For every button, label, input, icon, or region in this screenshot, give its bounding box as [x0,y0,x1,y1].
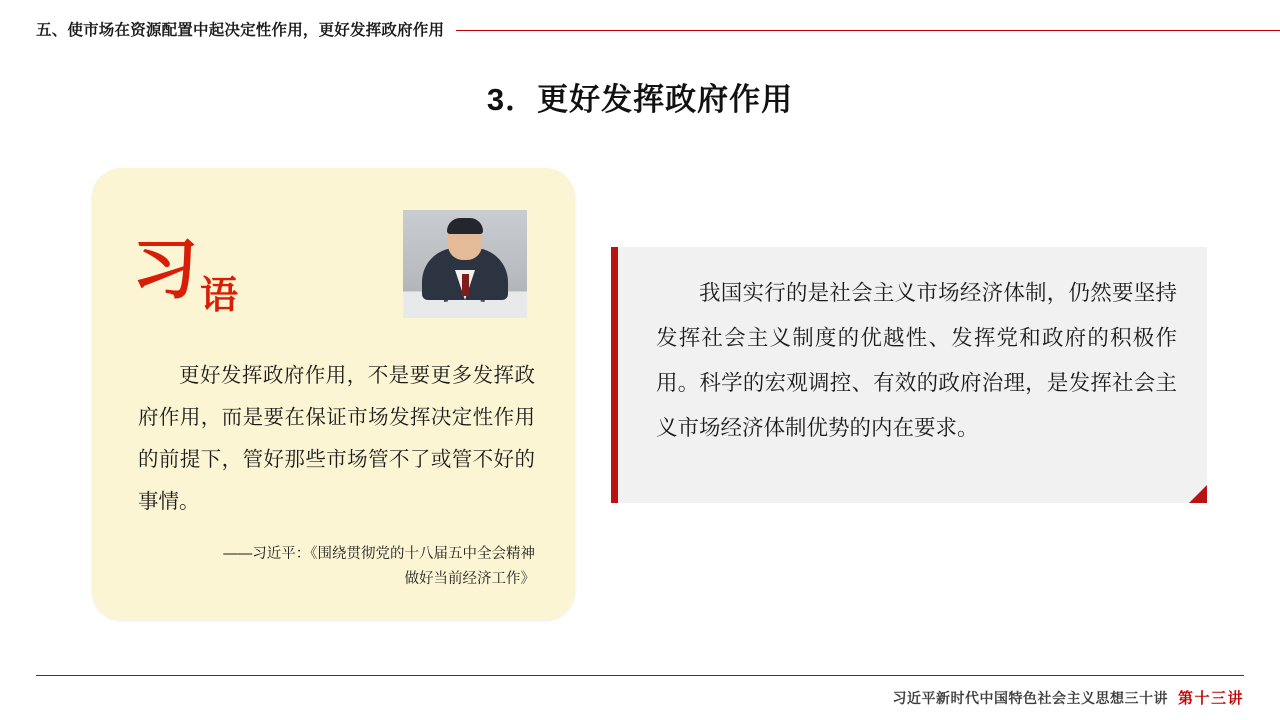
xi-yu-logo [132,230,272,326]
attribution-line-1: ——习近平：《围绕贯彻党的十八届五中全会精神 [223,546,535,562]
xi-logo-character: 习 [132,230,198,308]
policy-quote-text: 我国实行的是社会主义市场经济体制，仍然要坚持发挥社会主义制度的优越性、发挥党和政府的积极作用。科学的宏观调控、有效的政府治理，是发挥社会主义市场经济体制优势的内在要求。 [656,281,1177,441]
speaker-photo [403,210,527,318]
attribution-line-2: 做好当前经济工作》 [404,571,535,587]
footer-lecture-number: 第十三讲 [1177,690,1244,707]
xi-quote-card [92,168,575,620]
photo-person-tie [462,274,469,296]
header-divider [456,30,1280,31]
xi-quote-text: 更好发挥政府作用，不是要更多发挥政府作用，而是要在保证市场发挥决定性作用的前提下，管好那些市场管不了或管不好的事情。 [138,363,535,513]
footer-divider [36,675,1244,676]
slide-footer [892,687,1244,708]
policy-quote-block [611,247,1207,503]
photo-person-hair [447,218,483,234]
footer-course-title: 习近平新时代中国特色社会主义思想三十讲 [892,690,1168,706]
corner-accent-triangle [1189,485,1207,503]
yu-logo-character: 语 [200,272,239,317]
slide-header [0,14,1280,44]
page-title: 3．更好发挥政府作用 [486,82,794,117]
section-title: 五、使市场在资源配置中起决定性作用，更好发挥政府作用 [36,22,445,39]
xi-quote-attribution [152,542,535,592]
